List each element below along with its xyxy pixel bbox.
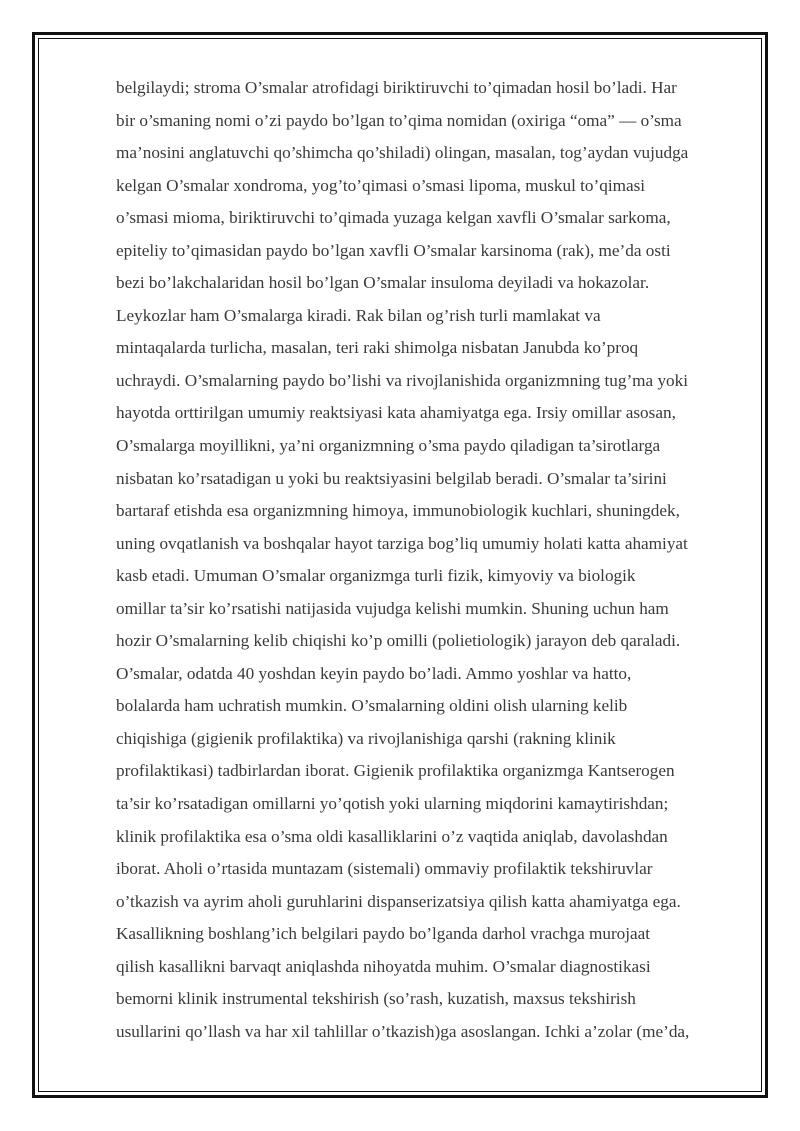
text-line: kasb etadi. Umuman O’smalar organizmga turli fizik, kimyoviy va biologik xyxy=(116,566,636,586)
text-line: bolalarda ham uchratish mumkin. O’smalarning oldini olish ularning kelib xyxy=(116,696,628,716)
text-line: epiteliy to’qimasidan paydo bo’lgan xavfli O’smalar karsinoma (rak), me’da osti xyxy=(116,240,671,260)
text-line: usullarini qo’llash va har xil tahlillar o’tkazish)ga asoslangan. Ichki a’zolar (me’da, xyxy=(116,1021,690,1041)
text-line: chiqishiga (gigienik profilaktika) va rivojlanishiga qarshi (rakning klinik xyxy=(116,728,616,748)
text-line: belgilaydi; stroma O’smalar atrofidagi biriktiruvchi to’qimadan hosil bo’ladi. Har xyxy=(116,78,677,97)
text-line: o’tkazish va ayrim aholi guruhlarini dispanserizatsiya qilish katta ahamiyatga ega. xyxy=(116,891,681,911)
text-line: ma’nosini anglatuvchi qo’shimcha qo’shiladi) olingan, masalan, tog’aydan vujudga xyxy=(116,143,689,163)
text-line: uning ovqatlanish va boshqalar hayot tarziga bog’liq umumiy holati katta ahamiyat xyxy=(116,533,688,553)
text-line: nisbatan ko’rsatadigan u yoki bu reaktsiyasini belgilab beradi. O’smalar ta’sirini xyxy=(116,468,667,488)
text-line: profilaktikasi) tadbirlardan iborat. Gigienik profilaktika organizmga Kantserogen xyxy=(116,761,675,781)
document-body xyxy=(116,72,748,1048)
text-line: O’smalarga moyillikni, ya’ni organizmning o’sma paydo qiladigan ta’sirotlarga xyxy=(116,436,661,456)
text-line: Leykozlar ham O’smalarga kiradi. Rak bilan og’rish turli mamlakat va xyxy=(116,305,601,325)
text-line: bemorni klinik instrumental tekshirish (so’rash, kuzatish, maxsus tekshirish xyxy=(116,989,636,1009)
text-line: hozir O’smalarning kelib chiqishi ko’p omilli (polietiologik) jarayon deb qaraladi. xyxy=(116,631,681,651)
text-line: O’smalar, odatda 40 yoshdan keyin paydo bo’ladi. Ammo yoshlar va hatto, xyxy=(116,663,632,683)
text-line: qilish kasallikni barvaqt aniqlashda nihoyatda muhim. O’smalar diagnostikasi xyxy=(116,956,651,976)
text-line: bezi bo’lakchalaridan hosil bo’lgan O’smalar insuloma deyiladi va hokazolar. xyxy=(116,273,650,293)
text-line: bartaraf etishda esa organizmning himoya, immunobiologik kuchlari, shuningdek, xyxy=(116,501,680,521)
text-line: bir o’smaning nomi o’zi paydo bo’lgan to’qima nomidan (oxiriga “oma” — o’sma xyxy=(116,110,682,130)
text-line: mintaqalarda turlicha, masalan, teri raki shimolga nisbatan Janubda ko’proq xyxy=(116,338,639,358)
text-line: ta’sir ko’rsatadigan omillarni yo’qotish yoki ularning miqdorini kamaytirishdan; xyxy=(116,794,669,814)
text-line: o’smasi mioma, biriktiruvchi to’qimada yuzaga kelgan xavfli O’smalar sarkoma, xyxy=(116,208,671,228)
text-line: klinik profilaktika esa o’sma oldi kasalliklarini o’z vaqtida aniqlab, davolashdan xyxy=(116,826,668,846)
text-line: iborat. Aholi o’rtasida muntazam (sistemali) ommaviy profilaktik tekshiruvlar xyxy=(116,859,653,879)
text-line: uchraydi. O’smalarning paydo bo’lishi va rivojlanishida organizmning tug’ma yoki xyxy=(116,370,689,390)
text-line: hayotda orttirilgan umumiy reaktsiyasi kata ahamiyatga ega. Irsiy omillar asosan, xyxy=(116,403,676,423)
text-line: Kasallikning boshlang’ich belgilari paydo bo’lganda darhol vrachga murojaat xyxy=(116,924,651,944)
text-line: omillar ta’sir ko’rsatishi natijasida vujudga kelishi mumkin. Shuning uchun ham xyxy=(116,598,669,618)
text-line: kelgan O’smalar xondroma, yog’to’qimasi o’smasi lipoma, muskul to’qimasi xyxy=(116,175,646,195)
